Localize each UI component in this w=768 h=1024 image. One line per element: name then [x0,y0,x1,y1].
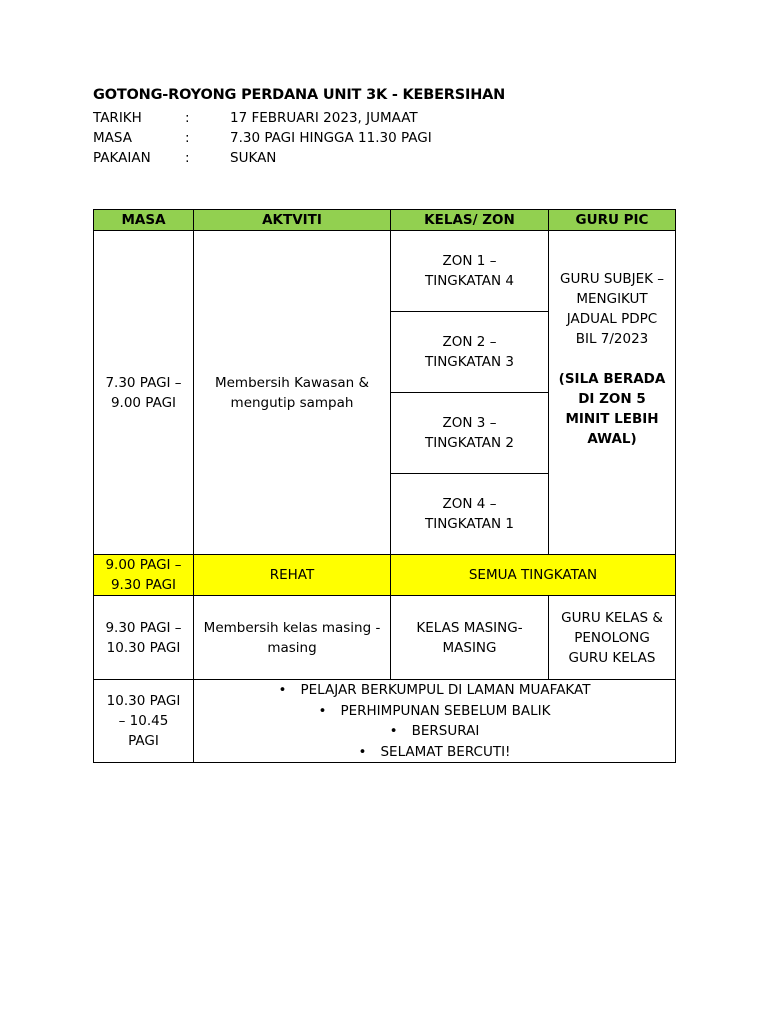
activity-line: Membersih kelas masing - [203,619,381,636]
zone-line: ZON 4 – [442,496,497,512]
list-item: • SELAMAT BERCUTI! [198,742,671,763]
meta-sep: : [185,130,190,146]
activity-line: mengutip sampah [230,394,354,411]
pic-line: GURU SUBJEK – [559,271,664,287]
table-header-row [94,210,676,231]
closing-cell [194,680,676,763]
schedule-table [93,209,676,763]
list-item: • PELAJAR BERKUMPUL DI LAMAN MUAFAKAT [198,680,671,701]
pic-line: GURU KELAS & [561,609,663,626]
time-line: PAGI [128,733,159,749]
pic-line: BIL 7/2023 [575,331,649,347]
meta-key: MASA [93,130,132,146]
zone-cell [391,474,549,555]
zone-cell: SEMUA TINGKATAN [391,555,676,596]
pic-note-line: AWAL) [587,431,637,447]
zone-cell [391,312,549,393]
pic-line: MENGIKUT [576,291,648,307]
pic-line: PENOLONG [574,629,650,646]
time-line: 9.00 PAGI – [105,557,182,573]
meta-value: SUKAN [230,150,277,166]
header-masa: MASA [94,210,194,231]
meta-sep: : [185,110,190,126]
zone-line: TINGKATAN 4 [424,273,514,289]
pic-line: GURU KELAS [568,649,656,666]
document-title: GOTONG-ROYONG PERDANA UNIT 3K - KEBERSIHAN [93,87,506,103]
time-line: 7.30 PAGI – [105,374,182,391]
time-line: 9.30 PAGI [110,577,177,593]
time-line: 9.00 PAGI [110,394,177,411]
zone-line: TINGKATAN 1 [424,516,514,532]
activity-line: Membersih Kawasan & [214,374,370,391]
closing-list [198,680,671,762]
header-kelas-zon: KELAS/ ZON [391,210,549,231]
time-line: – 10.45 [118,713,169,729]
table-row [94,555,676,596]
time-cell [94,596,194,680]
activity-cell: REHAT [194,555,391,596]
time-cell [94,231,194,555]
time-cell [94,555,194,596]
zone-cell [391,596,549,680]
zone-line: ZON 2 – [442,334,497,350]
list-item: • PERHIMPUNAN SEBELUM BALIK [198,701,671,722]
activity-cell [194,596,391,680]
pic-cell [549,596,676,680]
pic-note-line: MINIT LEBIH [565,411,659,427]
time-cell [94,680,194,763]
meta-value: 7.30 PAGI HINGGA 11.30 PAGI [230,130,432,146]
zone-line: KELAS MASING- [416,619,523,636]
meta-value: 17 FEBRUARI 2023, JUMAAT [230,110,418,126]
activity-cell [194,231,391,555]
header-guru-pic: GURU PIC [549,210,676,231]
time-line: 10.30 PAGI [106,693,181,709]
time-line: 9.30 PAGI – [105,619,182,636]
zone-line: ZON 3 – [442,415,497,431]
zone-line: TINGKATAN 2 [424,435,514,451]
pic-note-line: DI ZON 5 [578,391,646,407]
pic-line: JADUAL PDPC [566,311,658,327]
table-row [94,231,676,312]
time-line: 10.30 PAGI [106,639,181,656]
activity-line: masing [267,639,317,656]
table-row [94,596,676,680]
header-aktiviti: AKTVITI [194,210,391,231]
table-row [94,680,676,763]
zone-cell [391,231,549,312]
list-item: • BERSURAI [198,721,671,742]
meta-sep: : [185,150,190,166]
zone-cell [391,393,549,474]
zone-line: ZON 1 – [442,253,497,269]
pic-note-line: (SILA BERADA [558,371,666,387]
meta-key: PAKAIAN [93,150,151,166]
zone-line: TINGKATAN 3 [424,354,514,370]
zone-line: MASING [442,639,497,656]
pic-cell [549,231,676,555]
meta-key: TARIKH [93,110,142,126]
